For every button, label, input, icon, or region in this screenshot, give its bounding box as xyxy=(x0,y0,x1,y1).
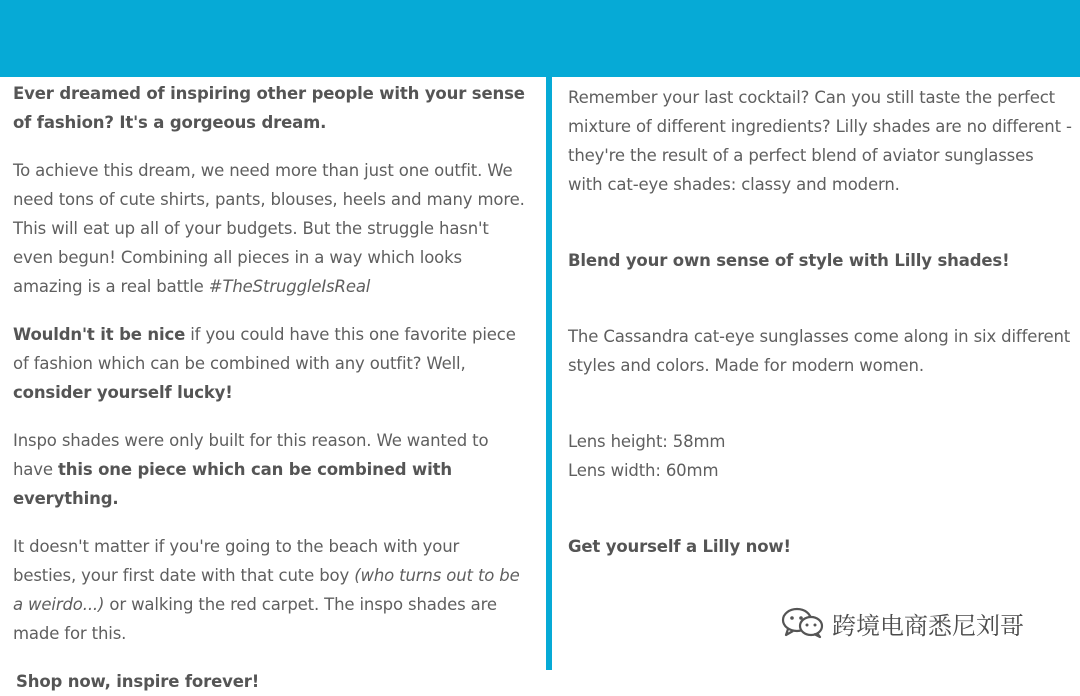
right-column xyxy=(568,83,1073,561)
shop-now-cta: Shop now, inspire forever! xyxy=(16,672,260,691)
left-column xyxy=(13,79,525,696)
intro-paragraph xyxy=(13,79,525,137)
hashtag: #TheStruggleIsReal xyxy=(208,277,371,296)
wechat-icon xyxy=(780,607,826,639)
outfit-paragraph: To achieve this dream, we need more than just one outfit. We need tons of cute shirts, pants, blouses, heels and many more. This will eat up all of your budgets. But the struggle hasn't even begun! Combining all pieces in a way which looks amazing is a real battle #TheStruggleIsReal xyxy=(13,161,525,296)
watermark xyxy=(780,605,1024,641)
lens-specs xyxy=(568,427,1073,485)
occasions-paragraph: It doesn't matter if you're going to the beach with your besties, your first date with that cute boy (who turns out to be a weirdo...) or walking the red carpet. The inspo shades are made for this. xyxy=(13,537,520,643)
inspo-reason-paragraph: Inspo shades were only built for this reason. We wanted to have this one piece which can be combined with everything. xyxy=(13,431,489,508)
cassandra-paragraph: The Cassandra cat-eye sunglasses come along in six different styles and colors. Made for modern women. xyxy=(568,327,1071,375)
cocktail-paragraph: Remember your last cocktail? Can you still taste the perfect mixture of different ingredients? Lilly shades are no different - they're the result of a perfect blend of aviator sunglasses with cat-eye shades: classy and modern. xyxy=(568,88,1072,194)
lens-height: Lens height: 58mm xyxy=(568,432,726,451)
get-lilly-cta: Get yourself a Lilly now! xyxy=(568,537,791,556)
favorite-piece-paragraph: Wouldn't it be nice if you could have this one favorite piece of fashion which can be combined with any outfit? Well, consider yourself lucky! xyxy=(13,325,516,402)
watermark-text: 跨境电商悉尼刘哥 xyxy=(832,611,1024,640)
lens-width: Lens width: 60mm xyxy=(568,461,719,480)
header-bar xyxy=(0,0,1080,77)
intro-heading: Ever dreamed of inspiring other people with your sense of fashion? It's a gorgeous dream. xyxy=(13,84,525,132)
blend-style-heading: Blend your own sense of style with Lilly shades! xyxy=(568,251,1010,270)
column-divider xyxy=(546,77,552,670)
